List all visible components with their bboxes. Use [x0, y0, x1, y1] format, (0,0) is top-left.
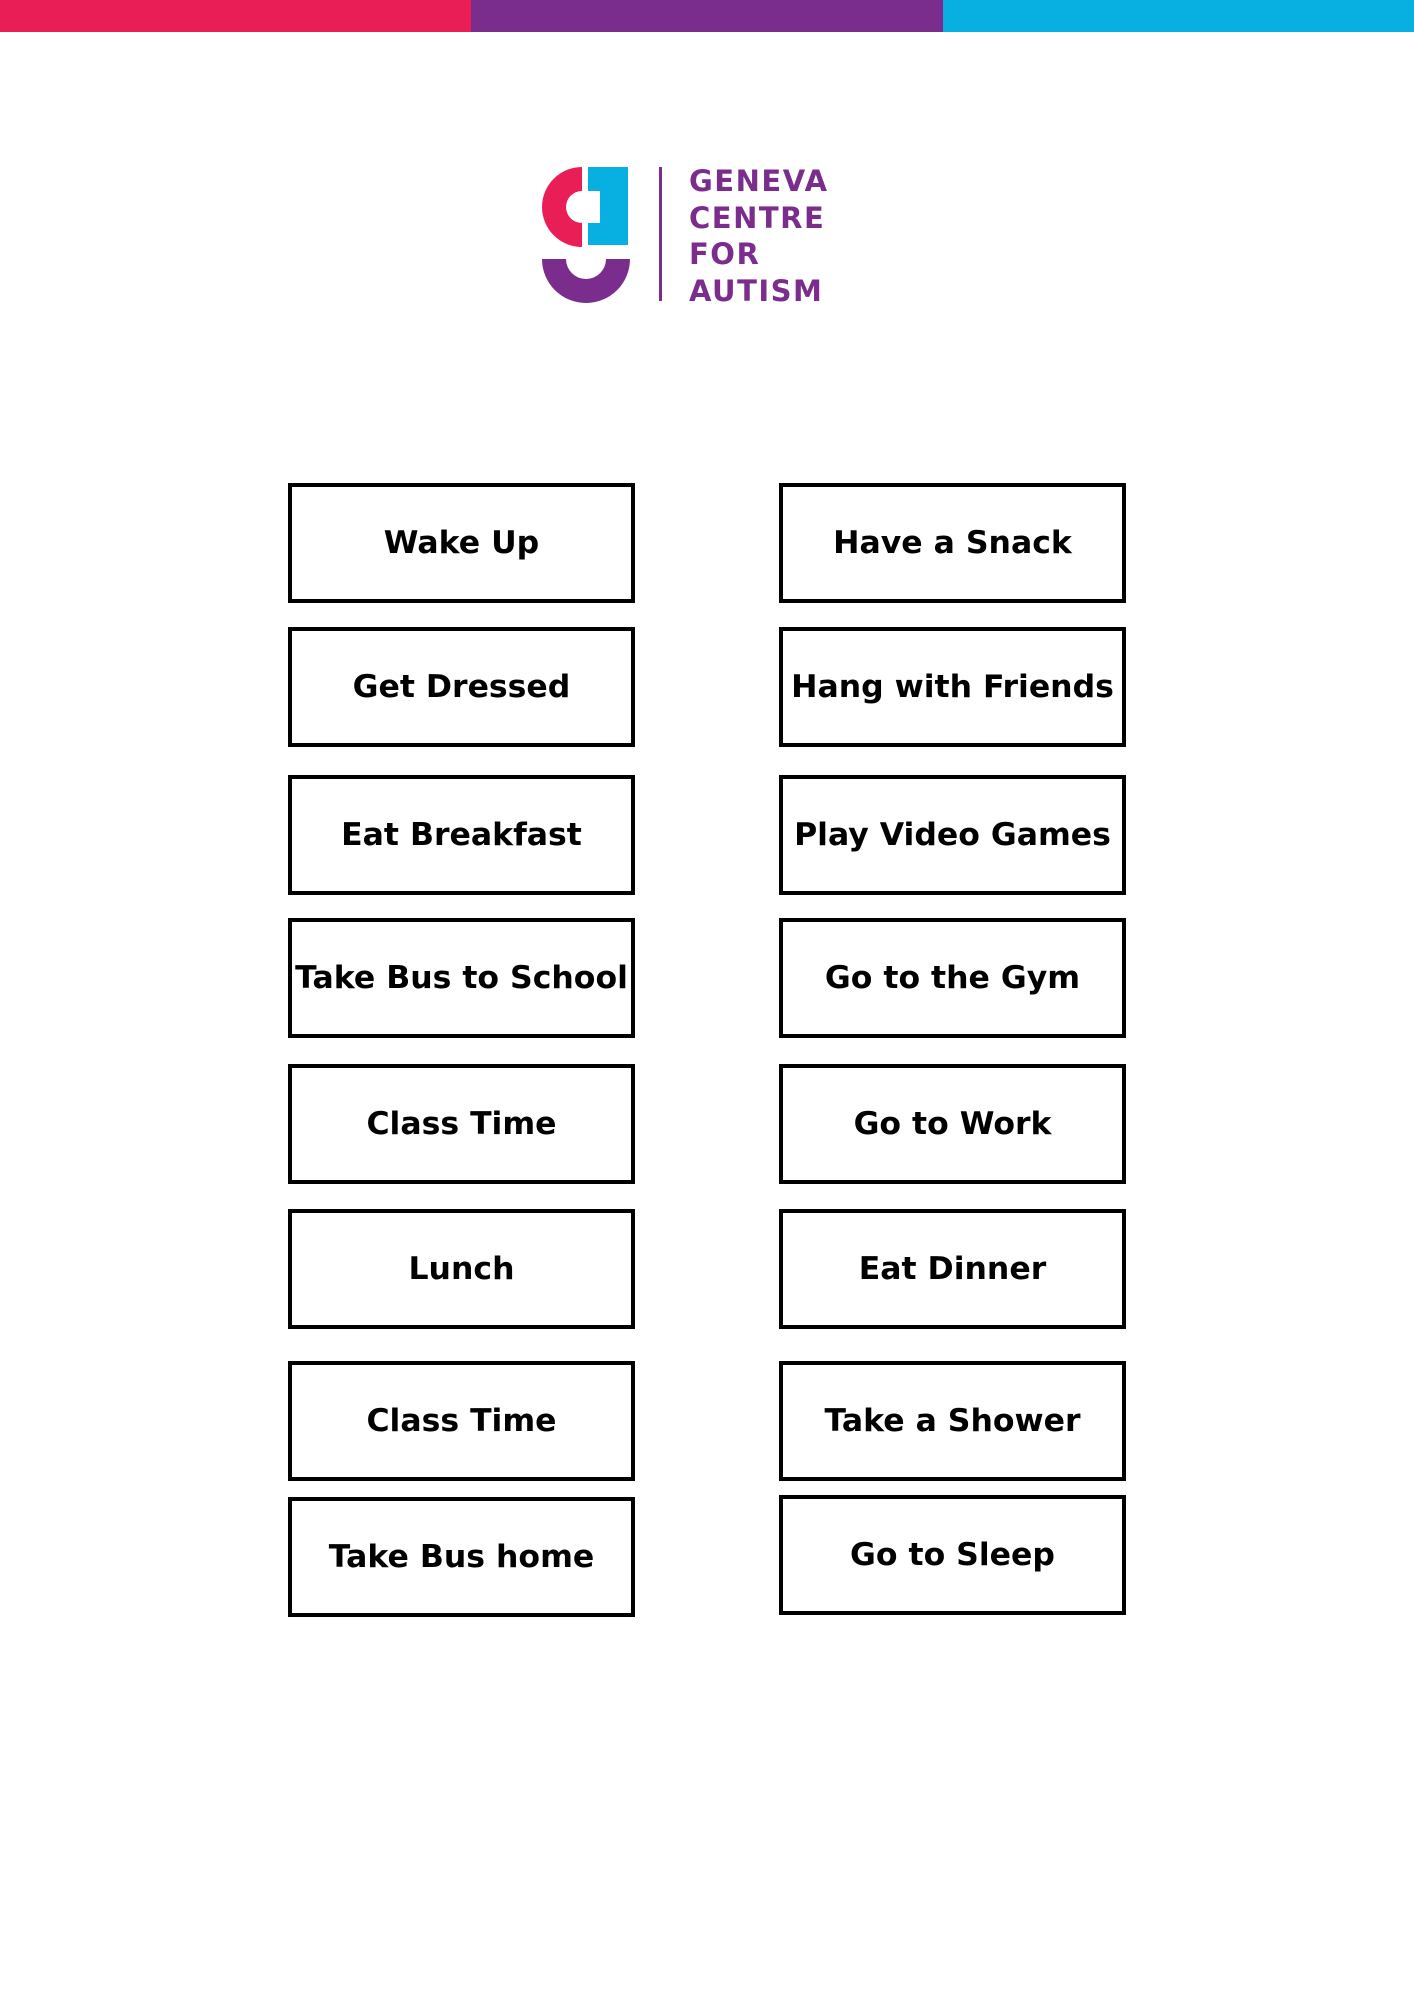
logo-line-2: CENTRE: [689, 200, 826, 235]
schedule-card-wake-up[interactable]: Wake Up: [288, 483, 635, 603]
schedule-card-take-a-shower[interactable]: Take a Shower: [779, 1361, 1126, 1481]
schedule-card-go-to-work[interactable]: Go to Work: [779, 1064, 1126, 1184]
schedule-card-take-bus-to-school[interactable]: Take Bus to School: [288, 918, 635, 1038]
logo-divider: [659, 167, 662, 301]
logo-line-1: GENEVA: [689, 164, 829, 198]
schedule-card-take-bus-home[interactable]: Take Bus home: [288, 1497, 635, 1617]
schedule-card-class-time-2[interactable]: Class Time: [288, 1361, 635, 1481]
schedule-card-eat-dinner[interactable]: Eat Dinner: [779, 1209, 1126, 1329]
schedule-card-hang-with-friends[interactable]: Hang with Friends: [779, 627, 1126, 747]
schedule-card-get-dressed[interactable]: Get Dressed: [288, 627, 635, 747]
schedule-card-class-time-1[interactable]: Class Time: [288, 1064, 635, 1184]
schedule-card-go-to-sleep[interactable]: Go to Sleep: [779, 1495, 1126, 1615]
brand-bar-purple: [471, 0, 942, 32]
logo-line-3: FOR: [689, 237, 761, 271]
logo-wordmark: [689, 163, 829, 309]
brand-bar-cyan: [943, 0, 1414, 32]
schedule-card-have-a-snack[interactable]: Have a Snack: [779, 483, 1126, 603]
logo-line-4: AUTISM: [689, 273, 824, 308]
brand-color-bar: [0, 0, 1414, 32]
geneva-centre-g-mark-icon: [538, 163, 634, 303]
brand-bar-pink: [0, 0, 471, 32]
schedule-card-eat-breakfast[interactable]: Eat Breakfast: [288, 775, 635, 895]
schedule-card-go-to-the-gym[interactable]: Go to the Gym: [779, 918, 1126, 1038]
schedule-card-play-video-games[interactable]: Play Video Games: [779, 775, 1126, 895]
logo: [538, 163, 838, 308]
schedule-card-lunch[interactable]: Lunch: [288, 1209, 635, 1329]
